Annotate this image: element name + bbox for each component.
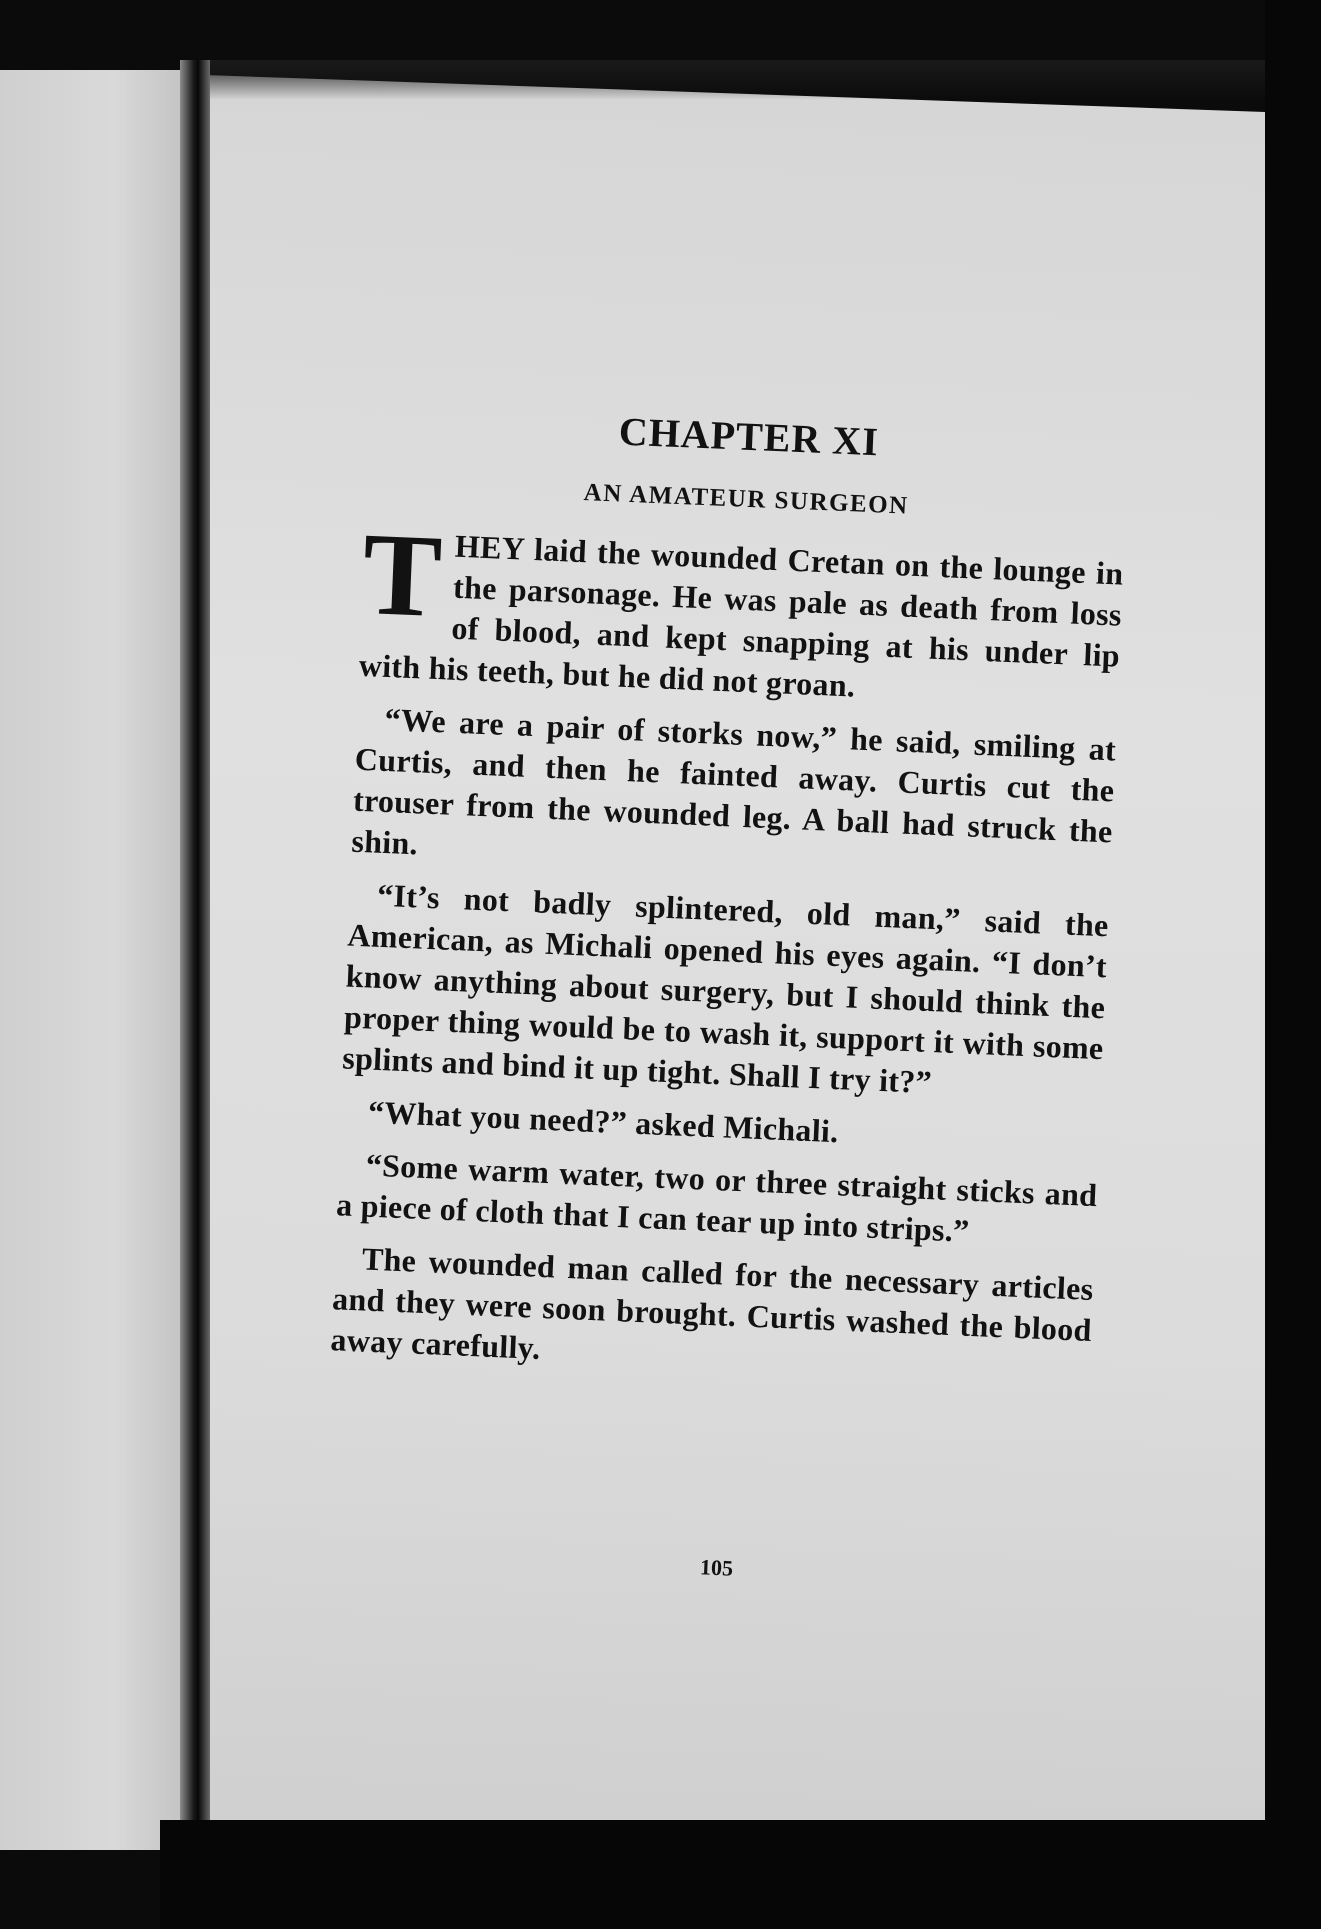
drop-cap: T	[359, 507, 445, 643]
page-number: 105	[699, 1554, 734, 1581]
chapter-title: CHAPTER XI	[617, 408, 880, 465]
page-text-block	[329, 400, 1129, 1404]
book-gutter	[180, 60, 210, 1860]
paragraph: “We are a pair of storks now,” he said, smiling at Curtis, and then he fainted away. Curtis cut the trouser from the wounded leg. A ball had struck the shin.	[350, 700, 1117, 862]
paragraph: “Some warm water, two or three straight sticks and a piece of cloth that I can tear up into strips.”	[335, 1146, 1099, 1249]
paragraph	[358, 507, 1125, 718]
paragraph: The wounded man called for the necessary articles and they were soon brought. Curtis washed the blood away carefully.	[329, 1240, 1095, 1366]
left-page-edge	[0, 70, 205, 1850]
paragraph: “It’s not badly splintered, old man,” said the American, as Michali opened his eyes again. “I don’t know anything about surgery, but I should think the proper thing would be to wash it, support it with some splints and bind it up tight. Shall I try it?”	[341, 876, 1110, 1101]
page-top-shadow	[205, 60, 1265, 100]
bottom-margin-dark	[160, 1820, 1321, 1929]
chapter-subtitle: AN AMATEUR SURGEON	[583, 479, 910, 520]
right-margin-dark	[1265, 0, 1321, 1929]
paragraph-text: HEY laid the wounded Cretan on the lounge in the parsonage. He was pale as death from loss of blood, and kept snapping at his under lip with his teeth, but he did not groan.	[358, 527, 1125, 704]
paragraph: “What you need?” asked Michali.	[367, 1093, 840, 1150]
